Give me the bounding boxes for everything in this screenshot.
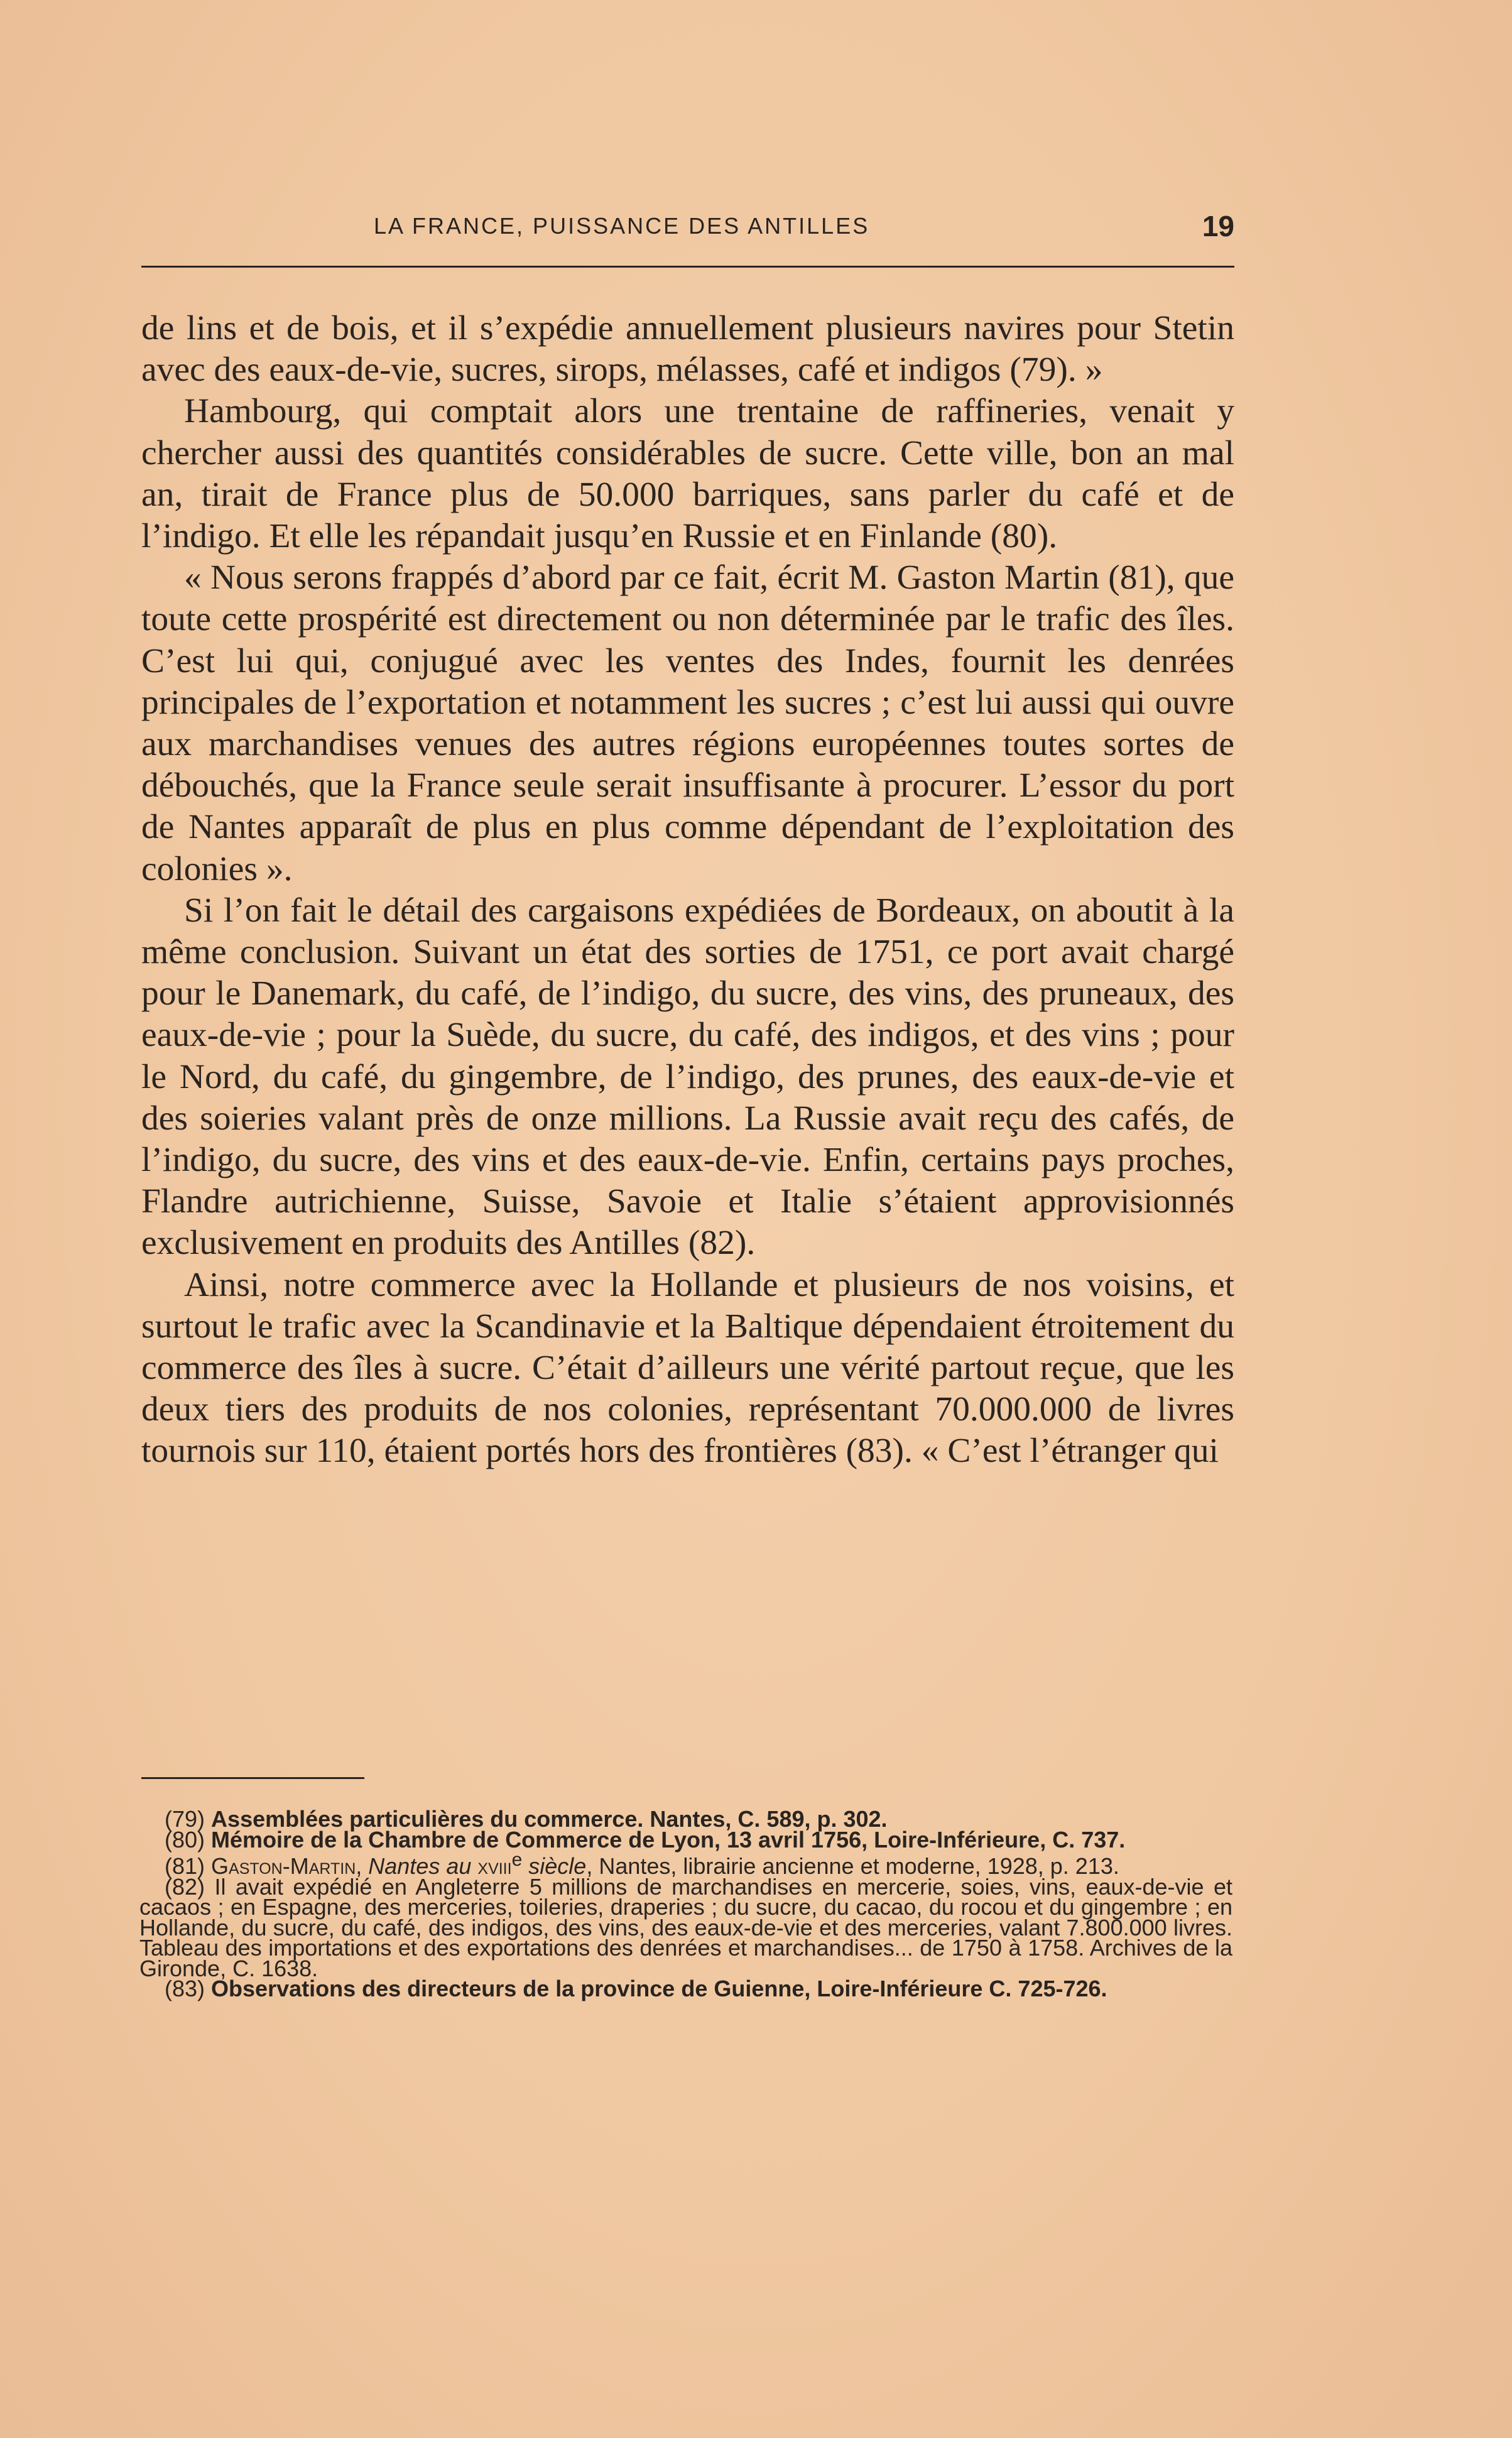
footnote-number: (82) [165, 1873, 205, 1900]
paragraph: « Nous serons frappés d’abord par ce fait, écrit M. Gaston Martin (81), que toute cette prospérité est directement ou non déterminée par le trafic des îles. C’est lui qui, conjugué avec les ventes des Indes, fournit les denrées principales de l’exportation et notamment les sucres ; c’est lui aussi qui ouvre aux marchandises venues des autres régions européennes toutes sortes de débouchés, que la France seule serait insuffisante à procurer. L’essor du port de Nantes apparaît de plus en plus comme dépendant de l’exploitation des colonies ». [141, 558, 1234, 888]
footnote-century-sup: e [511, 1849, 523, 1870]
footnote-number: (79) [165, 1806, 205, 1832]
paragraph: Hambourg, qui comptait alors une trentaine de raffineries, venait y chercher aussi des quantités considérables de sucre. Cette ville, bon an mal an, tirait de France plus de 50.000 barriques, sans parler du café et de l’indigo. Et elle les répandait jusqu’en Russie et en Finlande (80). [141, 392, 1234, 556]
main-text [141, 308, 1234, 1472]
footnote-title-end: siècle [528, 1853, 587, 1879]
footnote-80 [139, 1826, 1232, 1853]
footnote-81: (81) Gaston-Martin, Nantes au xviii$^e$ siècle, Nantes, librairie ancienne et moderne, 1928, p. 213. [165, 1849, 1119, 1879]
footnote-rule [141, 1777, 364, 1779]
paragraph: Ainsi, notre commerce avec la Hollande et plusieurs de nos voisins, et surtout le trafic avec la Scandinavie et la Baltique dépendaient étroitement du commerce des îles à sucre. C’était d’ailleurs une vérité partout reçue, que les deux tiers des produits de nos colonies, représentant 70.000.000 de livres tournois sur 110, étaient portés hors des frontières (83). « C’est l’étranger qui [141, 1265, 1234, 1471]
page-number: 19 [1202, 210, 1234, 242]
footnote-text: , Nantes, librairie ancienne et moderne, 1928, p. 213. [586, 1853, 1119, 1879]
footnote-century: xviii [477, 1853, 512, 1879]
footnote-number: (83) [165, 1976, 205, 2001]
footnote-author: Gaston-Martin [211, 1853, 356, 1879]
footnote-title: Nantes au [368, 1853, 472, 1879]
footnote-number: (80) [165, 1826, 205, 1853]
page-header [141, 207, 1234, 245]
footnotes [139, 1806, 1232, 2001]
running-title: LA FRANCE, PUISSANCE DES ANTILLES [374, 213, 870, 239]
footnote-text: Mémoire de la Chambre de Commerce de Lyon, 13 avril 1756, Loire-Inférieure, C. 737. [211, 1826, 1126, 1853]
footnote-83 [139, 1976, 1232, 2001]
header-rule [141, 266, 1234, 268]
paragraph: Si l’on fait le détail des cargaisons expédiées de Bordeaux, on aboutit à la même conclusion. Suivant un état des sorties de 1751, ce port avait chargé pour le Danemark, du café, de l’indigo, du sucre, des vins, des pruneaux, des eaux-de-vie ; pour la Suède, du sucre, du café, des indigos, et des vins ; pour le Nord, du café, du gingembre, de l’indigo, des prunes, des eaux-de-vie et des soieries valant près de onze millions. La Russie avait reçu des cafés, de l’indigo, du sucre, des vins et des eaux-de-vie. Enfin, certains pays proches, Flandre autrichienne, Suisse, Savoie et Italie s’étaient approvisionnés exclusivement en produits des Antilles (82). [141, 891, 1234, 1263]
footnote-82 [139, 1873, 1232, 1981]
footnote-text: Assemblées particulières du commerce. Nantes, C. 589, p. 302. [211, 1806, 888, 1832]
footnote-number: (81) [165, 1853, 205, 1879]
footnote-text: Observations des directeurs de la province de Guienne, Loire-Inférieure C. 725-726. [211, 1976, 1107, 2001]
footnote-text: Il avait expédié en Angleterre 5 millions de marchandises en mercerie, soies, vins, eaux-de-vie et cacaos ; en Espagne, des merceries, toileries, draperies ; du sucre, du cacao, du rocou et du gingembre ; en Hollande, du sucre, du café, des indigos, des vins, des eaux-de-vie et des merceries, valant 7.800.000 livres. Tableau des importations et des exportations des denrées et marchandises... de 1750 à 1758. Archives de la Gironde, C. 1638. [139, 1873, 1232, 1981]
paragraph: de lins et de bois, et il s’expédie annuellement plusieurs navires pour Stetin avec des eaux-de-vie, sucres, sirops, mélasses, café et indigos (79). » [141, 309, 1234, 389]
